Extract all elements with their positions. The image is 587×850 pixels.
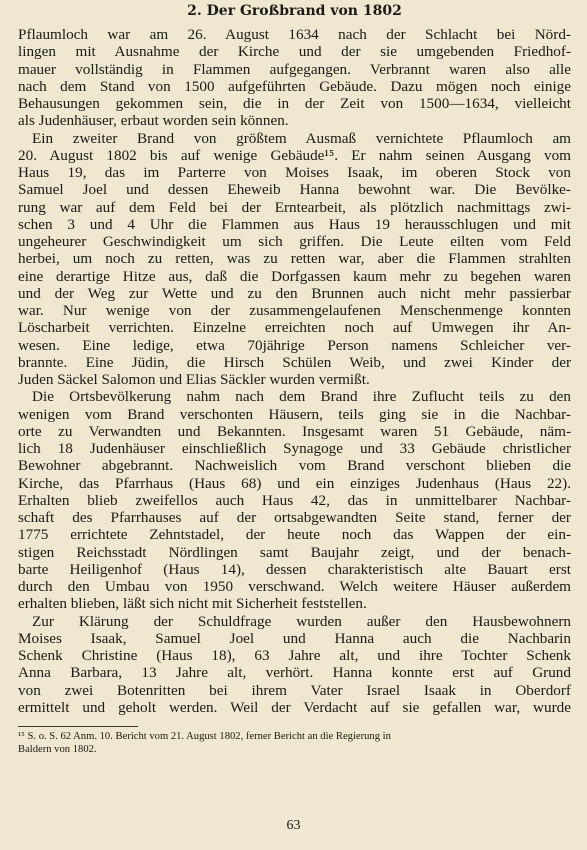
text-line: lingen mit Ausnahme der Kirche und der sie umgebenden Friedhof- — [18, 43, 571, 61]
text-line: von zwei Botenritten bei ihrem Vater Israel Isaak in Oberdorf — [18, 681, 571, 699]
text-line: Bewohner abgebrannt. Nachweislich vom Brand verschont blieben die — [18, 457, 571, 475]
text-line: als Judenhäuser, erbaut worden sein können. — [18, 112, 289, 130]
text-line: eine derartige Hitze aus, daß die Dorfgassen kaum mehr zu begehen waren — [18, 267, 571, 285]
text-line: und der Weg zur Wette und zu den Brunnen auch nicht mehr passierbar — [18, 284, 571, 302]
footnote — [18, 731, 571, 756]
text-line: Erhalten blieb zweifellos auch Haus 42, das in unmittelbarer Nachbar- — [18, 491, 571, 509]
text-line: stigen Reichsstadt Nördlingen samt Baujahr zeigt, und der benach- — [18, 543, 571, 561]
footnote-line: Baldern von 1802. — [18, 743, 97, 755]
text-line: Juden Säckel Salomon und Elias Säckler wurden vermißt. — [18, 371, 370, 388]
text-line: lich 18 Judenhäuser einschließlich Synagoge und 33 Gebäude christlicher — [18, 440, 571, 457]
text-line: durch den Umbau von 1950 verschwand. Welch weitere Häuser außerdem — [18, 578, 571, 595]
text-line: Pflaumloch war am 26. August 1634 nach der Schlacht bei Nörd- — [18, 26, 571, 43]
text-line: wesen. Eine ledige, etwa 70jährige Person namens Schleicher ver- — [18, 336, 571, 354]
text-line: Die Ortsbevölkerung nahm nach dem Brand ihre Zuflucht teils zu den — [32, 388, 571, 406]
page-number: 63 — [286, 818, 301, 833]
text-line: Samuel Joel und dessen Eheweib Hanna bewohnt war. Die Bevölke- — [18, 181, 571, 199]
text-line: 1775 errichtete Zehntstadel, der heute noch das Wappen der ein- — [18, 526, 571, 544]
text-line: war. Nur wenige von der zusammengelaufenen Menschenmenge konnten — [18, 302, 571, 319]
body-text — [18, 26, 571, 716]
text-line: Zur Klärung der Schuldfrage wurden außer den Hausbewohnern — [32, 612, 571, 630]
text-line: rung war auf dem Feld bei der Erntearbeit, als plötzlich nachmittags zwi- — [18, 198, 571, 216]
footnote-divider — [18, 726, 138, 727]
text-line: brannte. Eine Jüdin, die Hirsch Schülen Weib, und zwei Kinder der — [18, 353, 571, 371]
text-line: Kirche, das Pfarrhaus (Haus 68) und ein einziges Judenhaus (Haus 22). — [18, 474, 571, 492]
text-line: schaft des Pfarrhauses auf der ortsabgewandten Seite stand, ferner der — [18, 509, 571, 526]
text-line: erhalten blieben, läßt sich nicht mit Sicherheit feststellen. — [18, 595, 367, 613]
text-line: ungeheurer Geschwindigkeit um sich griffen. Die Leute eilten vom Feld — [18, 233, 571, 250]
text-line: 20. August 1802 bis auf wenige Gebäude¹⁵. Er nahm seinen Ausgang vom — [18, 146, 571, 164]
text-line: mauer vollständig in Flammen aufgegangen. Verbrannt waren also alle — [18, 60, 571, 78]
text-line: Ein zweiter Brand von größtem Ausmaß vernichtete Pflaumloch am — [32, 129, 571, 147]
text-line: herbei, um noch zu retten, was zu retten war, aber die Flammen strahlten — [18, 250, 571, 268]
text-line: Löscharbeit verrichten. Einzelne erreichten noch auf Umwegen ihr An- — [18, 319, 571, 337]
text-line: orte zu Verwandten und Bekannten. Insgesamt waren 51 Gebäude, näm- — [18, 422, 571, 440]
text-line: Haus 19, das im Parterre von Moises Isaak, im oberen Stock von — [18, 164, 571, 181]
text-line: nach dem Stand von 1500 aufgeführten Gebäude. Dazu mögen noch einige — [18, 77, 571, 95]
text-line: Behausungen gekommen sein, die in der Zeit von 1500—1634, vielleicht — [18, 95, 571, 112]
text-line: schen 3 und 4 Uhr die Flammen aus Haus 19 herausschlugen und mit — [18, 215, 571, 233]
text-line: Anna Barbara, 13 Jahre alt, verhört. Hanna konnte erst auf Grund — [18, 664, 571, 682]
text-line: ermittelt und geholt werden. Weil der Verdacht auf sie gefallen war, wurde — [18, 698, 571, 716]
text-line: wenigen vom Brand verschonten Häusern, teils ging sie in die Nachbar- — [18, 405, 571, 423]
footnote-line: ¹⁵ S. o. S. 62 Anm. 10. Bericht vom 21. August 1802, ferner Bericht an die Regierung in — [18, 731, 391, 742]
text-line: Schenk Christine (Haus 18), 63 Jahre alt, und ihre Tochter Schenk — [18, 647, 571, 664]
section-title: 2. Der Großbrand von 1802 — [187, 3, 402, 19]
text-line: barte Heiligenhof (Haus 14), dessen charakteristisch alte Bauart erst — [18, 560, 571, 578]
text-line: Moises Isaak, Samuel Joel und Hanna auch die Nachbarin — [18, 629, 571, 647]
